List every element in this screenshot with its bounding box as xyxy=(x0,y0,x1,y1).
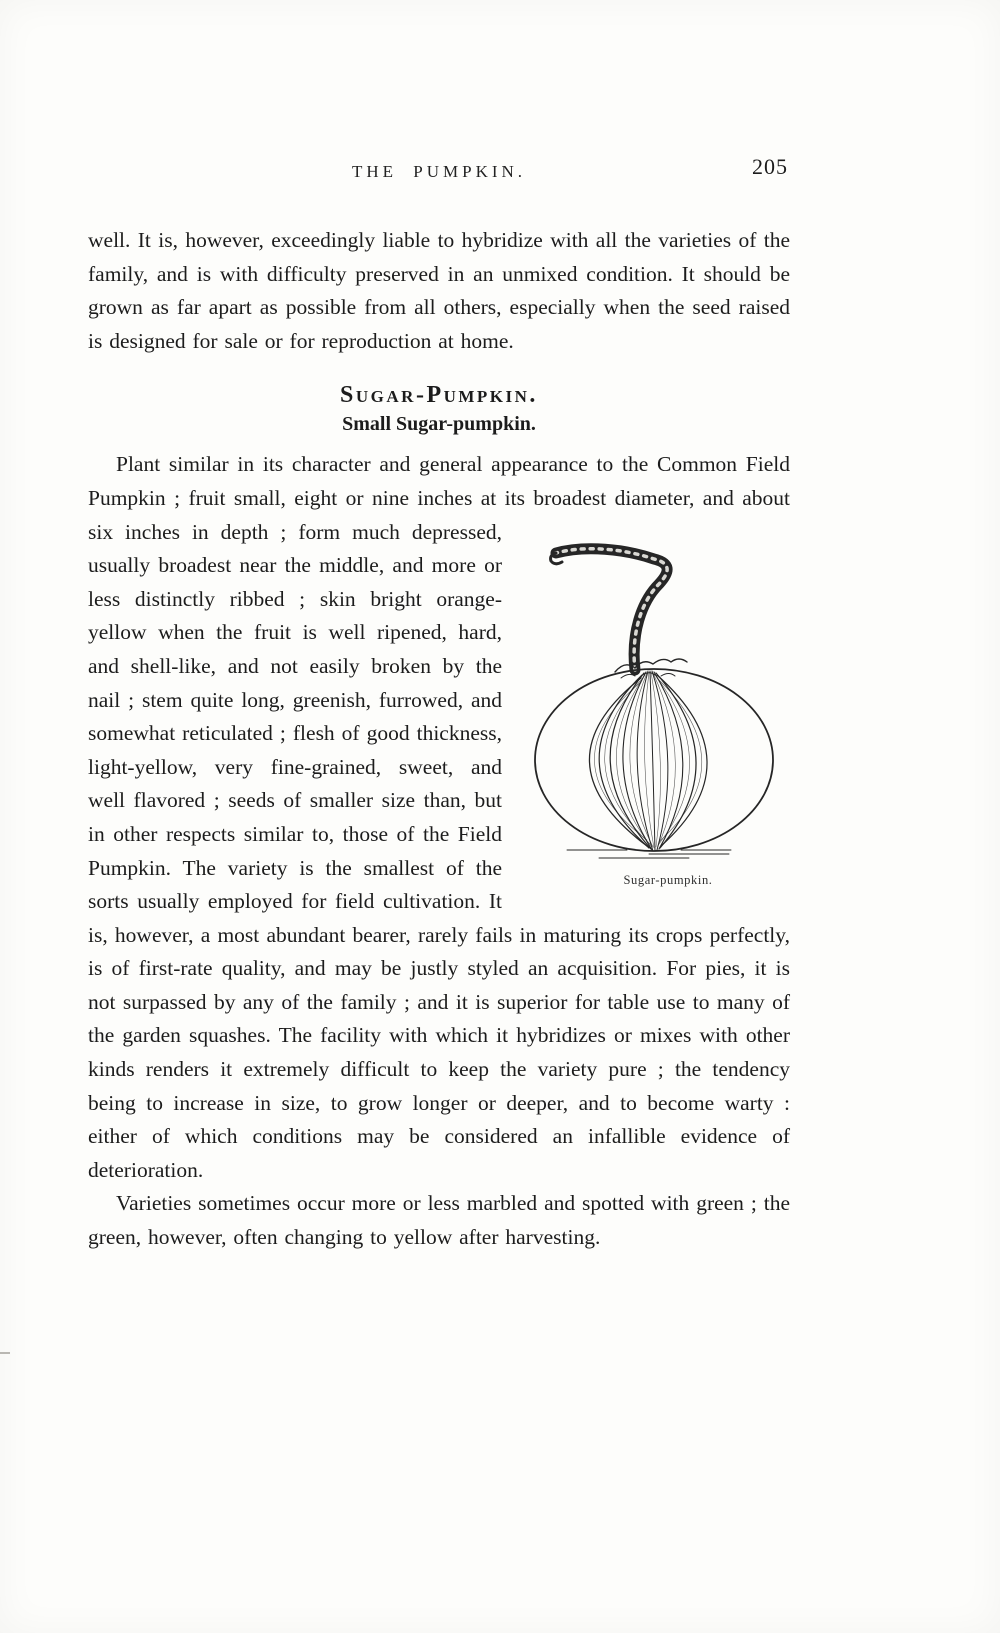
pumpkin-illustration xyxy=(529,520,779,864)
section-heading: Sugar-Pumpkin. xyxy=(340,382,538,409)
page-content xyxy=(88,156,790,1255)
paragraph-intro: well. It is, however, exceedingly liable to hybridize with all the varieties of the family, and is with difficulty preserved in an unmixed condition. It should be grown as far apart as possible from all others, especially when the seed raised is designed for sale or for reproduction at home. xyxy=(88,228,790,353)
paragraph-main-lead: Plant similar in its character and general appearance to the Common Field Pumpkin ; fruit small, eight or nine inches at its broadest diameter, and about six inches in depth ; form xyxy=(88,452,790,544)
paragraph-main-rest: much depressed, usually broadest near the middle, and more or less distinctly ribbed ; skin bright orange-yellow when the fruit is well ripened, hard, and shell-like, and not easily broken by the nail ; stem quite long, greenish, furrowed, and somewhat reticulated ; flesh of good thickness, light-yellow, very fine-grained, sweet, and well flavored ; seeds of smaller size than, but in other respects similar to, those of the Field Pumpkin. The variety is the smallest of the sorts usually employed for field cultivation. It is, however, a most abundant bearer, rarely fails in maturing its crops perfectly, is of first-rate quality, and may be justly styled an acquisition. For pies, it is not surpassed by any of the family ; and it is superior for table use to many of the garden squashes. The facility with which it hybridizes or mixes with other kinds renders it extremely difficult to keep the variety pure ; the tendency being to increase in size, to grow longer or deeper, and to become warty : either of which conditions may be considered an infallible evidence of deterioration. xyxy=(88,519,790,1182)
running-header xyxy=(88,156,790,190)
scan-edge-mark xyxy=(0,1352,10,1354)
section-subheading: Small Sugar-pumpkin. xyxy=(342,413,536,436)
running-header-title: THE PUMPKIN. xyxy=(351,162,527,181)
figure-sugar-pumpkin xyxy=(518,520,790,898)
figure-caption: Sugar-pumpkin. xyxy=(623,872,713,887)
paragraph-main xyxy=(88,448,790,1187)
paragraph-final: Varieties sometimes occur more or less marbled and spotted with green ; the green, however, often changing to yellow after harvesting. xyxy=(88,1191,790,1250)
page-number: 205 xyxy=(752,154,788,179)
